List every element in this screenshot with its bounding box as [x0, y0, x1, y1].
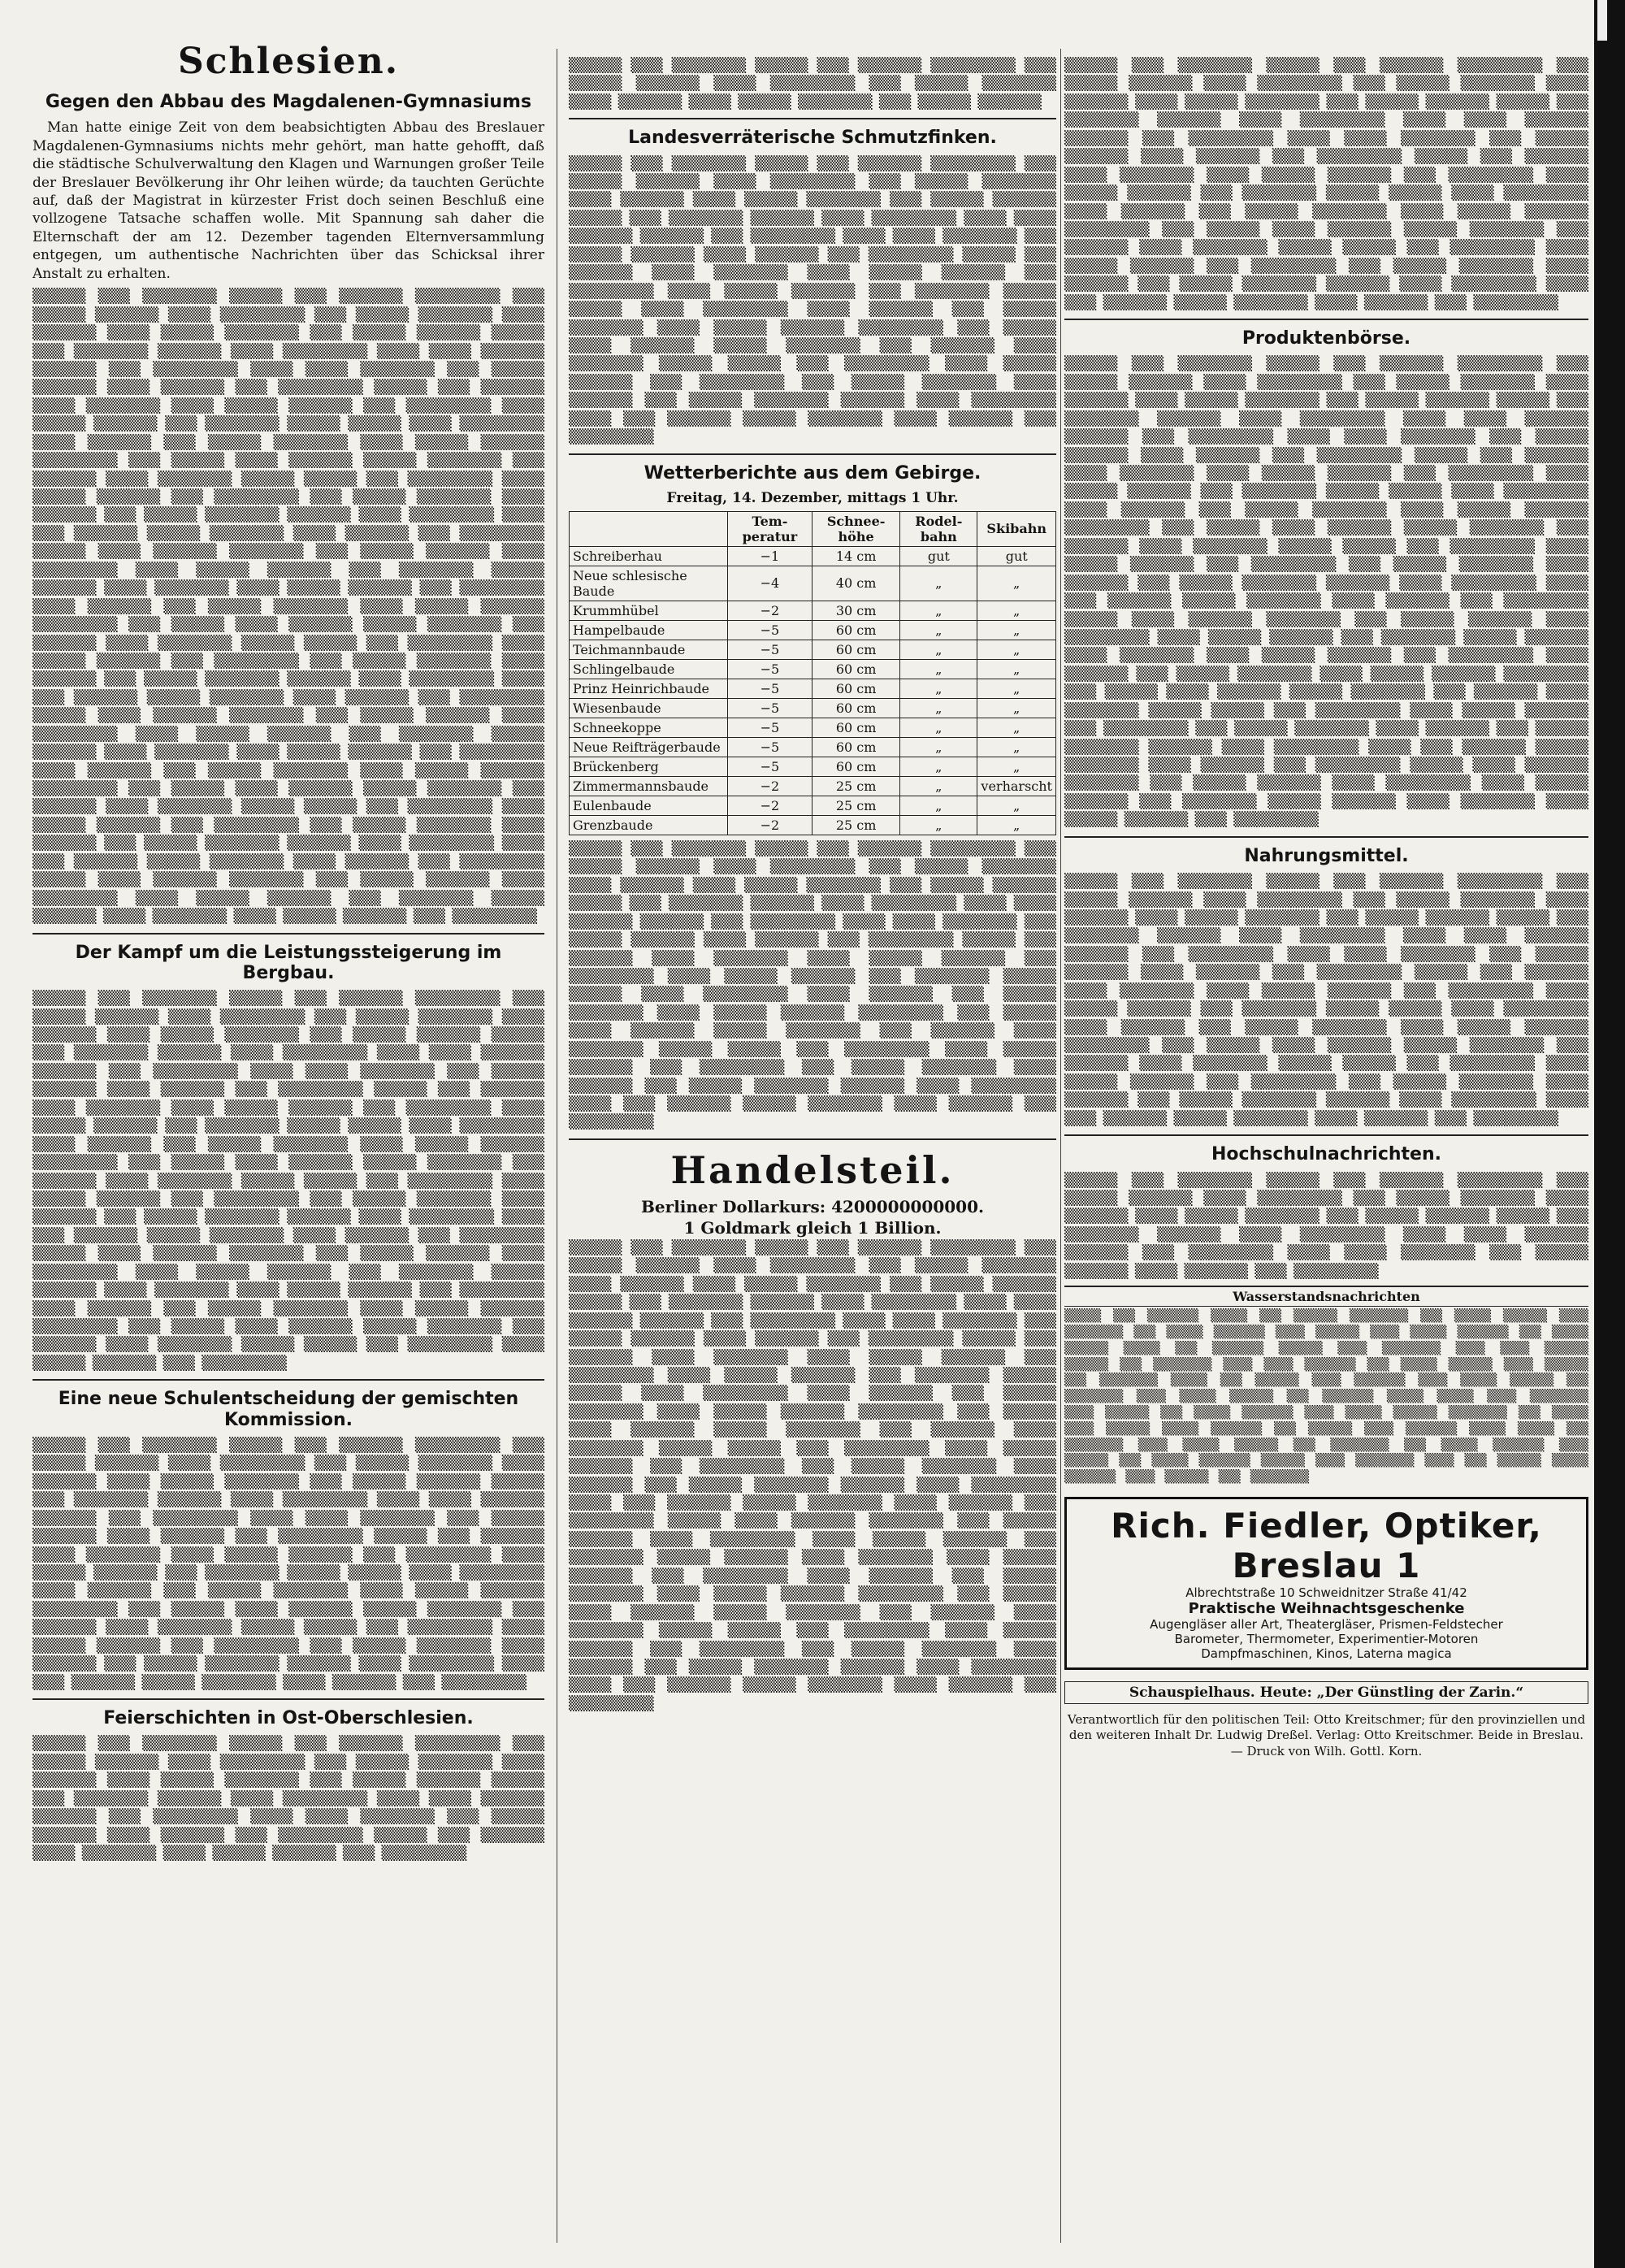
article-body-placeholder: ▒▒▒▒▒ ▒▒▒ ▒▒▒▒▒▒▒ ▒▒▒▒▒ ▒▒▒ ▒▒▒▒▒▒ ▒▒▒▒▒▒▒▒ ▒▒▒ ▒▒▒▒▒ ▒▒▒▒▒▒ ▒▒▒▒ ▒▒▒▒▒▒▒▒ ▒▒▒ ▒▒▒▒▒ ▒▒▒▒▒▒▒ ▒▒▒▒ ▒▒▒▒▒▒ ▒▒▒▒ ▒▒▒▒▒ ▒▒▒▒▒▒▒ ▒▒▒ ▒▒▒▒▒ ▒▒▒▒▒▒ ▒▒▒▒▒ ▒▒▒ ▒▒▒▒▒▒▒ ▒▒▒▒▒▒ ▒▒▒▒ ▒▒▒▒▒▒▒▒ ▒▒▒▒ ▒▒▒▒ ▒▒▒▒▒▒ ▒▒▒▒▒▒ ▒▒▒ ▒▒▒▒▒▒▒▒ ▒▒▒▒ ▒▒▒▒ ▒▒▒▒▒▒▒ ▒▒▒ ▒▒▒▒▒ ▒▒▒▒▒▒ ▒▒▒▒ ▒▒▒▒▒▒ ▒▒▒ ▒▒▒▒▒▒▒▒ ▒▒▒▒▒ ▒▒▒ ▒▒▒▒▒▒ ▒▒▒▒ ▒▒▒▒▒▒▒ ▒▒▒▒ ▒▒▒▒▒ ▒▒▒▒▒▒ ▒▒▒ ▒▒▒▒▒▒▒▒ ▒▒▒▒ ▒▒▒▒▒ ▒▒▒▒▒▒ ▒▒▒ ▒▒▒▒▒▒▒ ▒▒▒▒▒ ▒▒▒▒▒ ▒▒▒▒ ▒▒▒▒▒▒▒▒ ▒▒▒▒ ▒▒▒▒▒▒ ▒▒▒ ▒▒▒▒▒ ▒▒▒▒▒▒▒ ▒▒▒▒ ▒▒▒▒▒ ▒▒▒▒▒▒ ▒▒▒▒▒▒▒▒ ▒▒▒ ▒▒▒▒▒ ▒▒▒▒ ▒▒▒▒▒▒ ▒▒▒▒▒ ▒▒▒▒▒▒▒ ▒▒▒ ▒▒▒▒▒▒ ▒▒▒▒ ▒▒▒▒▒▒▒ ▒▒▒▒▒ ▒▒▒▒▒ ▒▒▒ ▒▒▒▒▒▒▒▒ ▒▒▒▒ ▒▒▒▒▒ ▒▒▒▒▒▒ ▒▒▒ ▒▒▒▒▒▒▒▒ ▒▒▒ ▒▒▒▒▒ ▒▒▒▒▒▒▒ ▒▒▒▒ ▒▒▒▒▒▒ ▒▒▒ ▒▒▒▒▒ ▒▒▒▒▒▒▒ ▒▒▒▒▒▒ ▒▒▒▒ ▒▒▒▒▒▒▒▒ ▒▒▒▒ ▒▒▒ ▒▒▒▒▒▒ ▒▒▒▒▒ ▒▒▒▒▒▒▒ ▒▒▒▒ ▒▒▒▒▒▒ ▒▒▒ ▒▒▒▒▒▒▒▒ [569, 840, 1056, 1131]
weather-cell: 25 cm [812, 815, 899, 835]
weather-cell: −5 [727, 757, 812, 776]
weather-cell: „ [900, 640, 977, 659]
weather-cell: gut [977, 546, 1056, 566]
weather-cell: „ [977, 640, 1056, 659]
divider [569, 118, 1056, 119]
divider [32, 933, 544, 935]
dollar-rate: Berliner Dollarkurs: 4200000000000. [641, 1196, 984, 1216]
weather-table [569, 511, 1056, 835]
water-levels-title: Wasserstandsnachrichten [1064, 1286, 1588, 1307]
weather-cell: gut [900, 546, 977, 566]
column-1 [32, 0, 544, 2268]
weather-cell: 60 cm [812, 737, 899, 757]
weather-cell: 60 cm [812, 757, 899, 776]
weather-cell: 60 cm [812, 659, 899, 679]
weather-cell: −5 [727, 620, 812, 640]
weather-cell: 14 cm [812, 546, 899, 566]
article-body-placeholder: ▒▒▒▒▒ ▒▒▒ ▒▒▒▒▒▒▒ ▒▒▒▒▒ ▒▒▒ ▒▒▒▒▒▒ ▒▒▒▒▒▒▒▒ ▒▒▒ ▒▒▒▒▒ ▒▒▒▒▒▒ ▒▒▒▒ ▒▒▒▒▒▒▒▒ ▒▒▒ ▒▒▒▒▒ ▒▒▒▒▒▒▒ ▒▒▒▒ ▒▒▒▒▒▒ ▒▒▒▒ ▒▒▒▒▒ ▒▒▒▒▒▒▒ ▒▒▒ ▒▒▒▒▒ ▒▒▒▒▒▒ ▒▒▒▒▒ ▒▒▒ ▒▒▒▒▒▒▒ ▒▒▒▒▒▒ ▒▒▒▒ ▒▒▒▒▒▒▒▒ ▒▒▒▒ ▒▒▒▒ ▒▒▒▒▒▒ ▒▒▒▒▒▒ ▒▒▒ ▒▒▒▒▒▒▒▒ ▒▒▒▒ ▒▒▒▒ ▒▒▒▒▒▒▒ ▒▒▒ ▒▒▒▒▒ ▒▒▒▒▒▒ ▒▒▒▒ ▒▒▒▒▒▒ ▒▒▒ ▒▒▒▒▒▒▒▒ ▒▒▒▒▒ ▒▒▒ ▒▒▒▒▒▒ ▒▒▒▒ ▒▒▒▒▒▒▒ ▒▒▒▒ ▒▒▒▒▒ ▒▒▒▒▒▒ ▒▒▒ ▒▒▒▒▒▒▒▒ ▒▒▒▒ ▒▒▒▒▒ ▒▒▒▒▒▒ ▒▒▒ ▒▒▒▒▒▒▒ ▒▒▒▒▒ ▒▒▒▒▒ ▒▒▒▒ ▒▒▒▒▒▒▒▒ ▒▒▒▒ ▒▒▒▒▒▒ ▒▒▒ ▒▒▒▒▒ ▒▒▒▒▒▒▒ ▒▒▒▒ ▒▒▒▒▒ ▒▒▒▒▒▒ ▒▒▒▒▒▒▒▒ ▒▒▒ ▒▒▒▒▒ ▒▒▒▒ ▒▒▒▒▒▒ ▒▒▒▒▒ ▒▒▒▒▒▒▒ ▒▒▒ ▒▒▒▒▒▒ ▒▒▒▒ ▒▒▒▒▒▒▒ ▒▒▒▒▒ ▒▒▒▒▒ ▒▒▒ ▒▒▒▒▒▒▒▒ ▒▒▒▒ ▒▒▒▒▒ ▒▒▒▒▒▒ ▒▒▒ ▒▒▒▒▒▒▒▒ ▒▒▒ ▒▒▒▒▒ ▒▒▒▒▒▒▒ ▒▒▒▒ ▒▒▒▒▒▒ ▒▒▒ ▒▒▒▒▒ ▒▒▒▒▒▒▒ ▒▒▒▒▒▒ ▒▒▒▒ ▒▒▒▒▒▒▒▒ ▒▒▒▒ ▒▒▒ ▒▒▒▒▒▒ ▒▒▒▒▒ ▒▒▒▒▒▒▒ ▒▒▒▒ ▒▒▒▒▒▒ ▒▒▒ ▒▒▒▒▒▒▒▒ [569, 155, 1056, 446]
weather-cell: 25 cm [812, 796, 899, 815]
divider [569, 453, 1056, 455]
market-table-placeholder: ▒▒▒▒▒ ▒▒▒ ▒▒▒▒▒▒▒ ▒▒▒▒▒ ▒▒▒ ▒▒▒▒▒▒ ▒▒▒▒▒▒▒▒ ▒▒▒ ▒▒▒▒▒ ▒▒▒▒▒▒ ▒▒▒▒ ▒▒▒▒▒▒▒▒ ▒▒▒ ▒▒▒▒▒ ▒▒▒▒▒▒▒ ▒▒▒▒ ▒▒▒▒▒▒ ▒▒▒▒ ▒▒▒▒▒ ▒▒▒▒▒▒▒ ▒▒▒ ▒▒▒▒▒ ▒▒▒▒▒▒ ▒▒▒▒▒ ▒▒▒ ▒▒▒▒▒▒▒ ▒▒▒▒▒▒ ▒▒▒▒ ▒▒▒▒▒▒▒▒ ▒▒▒▒ ▒▒▒▒ ▒▒▒▒▒▒ ▒▒▒▒▒▒ ▒▒▒ ▒▒▒▒▒▒▒▒ ▒▒▒▒ ▒▒▒▒ ▒▒▒▒▒▒▒ ▒▒▒ ▒▒▒▒▒ ▒▒▒▒▒▒ ▒▒▒▒ ▒▒▒▒▒▒ ▒▒▒ ▒▒▒▒▒▒▒▒ ▒▒▒▒▒ ▒▒▒ ▒▒▒▒▒▒ ▒▒▒▒ ▒▒▒▒▒▒▒ ▒▒▒▒ ▒▒▒▒▒ ▒▒▒▒▒▒ ▒▒▒ ▒▒▒▒▒▒▒▒ ▒▒▒▒ ▒▒▒▒▒ ▒▒▒▒▒▒ ▒▒▒ ▒▒▒▒▒▒▒ ▒▒▒▒▒ ▒▒▒▒▒ ▒▒▒▒ ▒▒▒▒▒▒▒▒ ▒▒▒▒ ▒▒▒▒▒▒ ▒▒▒ ▒▒▒▒▒ ▒▒▒▒▒▒▒ ▒▒▒▒ ▒▒▒▒▒ ▒▒▒▒▒▒ ▒▒▒▒▒▒▒▒ ▒▒▒ ▒▒▒▒▒ ▒▒▒▒ ▒▒▒▒▒▒ ▒▒▒▒▒ ▒▒▒▒▒▒▒ ▒▒▒ ▒▒▒▒▒▒ ▒▒▒▒ ▒▒▒▒▒▒▒ ▒▒▒▒▒ ▒▒▒▒▒ ▒▒▒ ▒▒▒▒▒▒▒▒ ▒▒▒▒ ▒▒▒▒▒ ▒▒▒▒▒▒ ▒▒▒ ▒▒▒▒▒▒▒▒ ▒▒▒ ▒▒▒▒▒ ▒▒▒▒▒▒▒ ▒▒▒▒ ▒▒▒▒▒▒ ▒▒▒ ▒▒▒▒▒ ▒▒▒▒▒▒▒ ▒▒▒▒▒▒ ▒▒▒▒ ▒▒▒▒▒▒▒▒ ▒▒▒▒ ▒▒▒ ▒▒▒▒▒▒ ▒▒▒▒▒ ▒▒▒▒▒▒▒ ▒▒▒▒ ▒▒▒▒▒▒ ▒▒▒ ▒▒▒▒▒▒▒▒ [1064, 874, 1588, 1127]
column-rule [1060, 49, 1061, 2243]
weather-cell: 60 cm [812, 718, 899, 737]
goldmark-rate: 1 Goldmark gleich 1 Billion. [683, 1217, 942, 1238]
scan-edge-mark [1597, 0, 1607, 41]
weather-cell: −5 [727, 718, 812, 737]
weather-row [570, 566, 1056, 601]
divider [32, 1698, 544, 1700]
weather-row [570, 796, 1056, 815]
weather-header-cell [570, 511, 728, 546]
ad-title: Rich. Fiedler, Optiker, Breslau 1 [1111, 1505, 1542, 1585]
column-2 [569, 0, 1056, 2268]
weather-cell: Brückenberg [570, 757, 728, 776]
ad-line-2: Barometer, Thermometer, Experimentier-Motoren [1174, 1631, 1479, 1646]
section-title-schlesien: Schlesien. [177, 41, 400, 82]
advertisement-fiedler [1064, 1497, 1588, 1670]
weather-cell: Grenzbaude [570, 815, 728, 835]
water-levels-table-placeholder: ▒▒▒▒▒ ▒▒▒ ▒▒▒▒▒▒▒ ▒▒▒▒▒ ▒▒▒ ▒▒▒▒▒▒ ▒▒▒▒▒▒▒▒ ▒▒▒ ▒▒▒▒▒ ▒▒▒▒▒▒ ▒▒▒▒ ▒▒▒▒▒▒▒▒ ▒▒▒ ▒▒▒▒▒ ▒▒▒▒▒▒▒ ▒▒▒▒ ▒▒▒▒▒▒ ▒▒▒▒ ▒▒▒▒▒ ▒▒▒▒▒▒▒ ▒▒▒ ▒▒▒▒▒ ▒▒▒▒▒▒ ▒▒▒▒▒ ▒▒▒ ▒▒▒▒▒▒▒ ▒▒▒▒▒▒ ▒▒▒▒ ▒▒▒▒▒▒▒▒ ▒▒▒▒ ▒▒▒▒ ▒▒▒▒▒▒ ▒▒▒▒▒▒ ▒▒▒ ▒▒▒▒▒▒▒▒ ▒▒▒▒ ▒▒▒▒ ▒▒▒▒▒▒▒ ▒▒▒ ▒▒▒▒▒ ▒▒▒▒▒▒ ▒▒▒▒ ▒▒▒▒▒▒ ▒▒▒ ▒▒▒▒▒▒▒▒ ▒▒▒▒▒ ▒▒▒ ▒▒▒▒▒▒ ▒▒▒▒ ▒▒▒▒▒▒▒ ▒▒▒▒ ▒▒▒▒▒ ▒▒▒▒▒▒ ▒▒▒ ▒▒▒▒▒▒▒▒ ▒▒▒▒ ▒▒▒▒▒ ▒▒▒▒▒▒ ▒▒▒ ▒▒▒▒▒▒▒ ▒▒▒▒▒ ▒▒▒▒▒ ▒▒▒▒ ▒▒▒▒▒▒▒▒ ▒▒▒▒ ▒▒▒▒▒▒ ▒▒▒ ▒▒▒▒▒ ▒▒▒▒▒▒▒ ▒▒▒▒ ▒▒▒▒▒ ▒▒▒▒▒▒ ▒▒▒▒▒▒▒▒ ▒▒▒ ▒▒▒▒▒ ▒▒▒▒ ▒▒▒▒▒▒ ▒▒▒▒▒ ▒▒▒▒▒▒▒ ▒▒▒ ▒▒▒▒▒▒ ▒▒▒▒ ▒▒▒▒▒▒▒ ▒▒▒▒▒ ▒▒▒▒▒ ▒▒▒ ▒▒▒▒▒▒▒▒ ▒▒▒▒ ▒▒▒▒▒ ▒▒▒▒▒▒ ▒▒▒ ▒▒▒▒▒▒▒▒ ▒▒▒ ▒▒▒▒▒ ▒▒▒▒▒▒▒ ▒▒▒▒ ▒▒▒▒▒▒ ▒▒▒ ▒▒▒▒▒ ▒▒▒▒▒▒▒ ▒▒▒▒▒▒ ▒▒▒▒ ▒▒▒▒▒▒▒▒ ▒▒▒▒ ▒▒▒ ▒▒▒▒▒▒ ▒▒▒▒▒ ▒▒▒▒▒▒▒ ▒▒▒▒ ▒▒▒▒▒▒ ▒▒▒ ▒▒▒▒▒▒▒▒ [1064, 1308, 1588, 1485]
headline-bergbau: Der Kampf um die Leistungssteigerung im Bergbau. [75, 942, 502, 983]
weather-cell: −5 [727, 679, 812, 698]
weather-cell: „ [977, 737, 1056, 757]
headline-landesverrat: Landesverräterische Schmutzfinken. [628, 128, 997, 149]
weather-row [570, 679, 1056, 698]
weather-cell: „ [900, 698, 977, 718]
weather-body [570, 546, 1056, 835]
headline-hochschulnachrichten: Hochschulnachrichten. [1211, 1144, 1441, 1165]
weather-cell: „ [977, 718, 1056, 737]
weather-header-cell: Tem-peratur [727, 511, 812, 546]
weather-cell: „ [900, 659, 977, 679]
headline-feierschichten: Feierschichten in Ost-Oberschlesien. [103, 1708, 474, 1729]
weather-cell: „ [977, 679, 1056, 698]
weather-cell: „ [900, 757, 977, 776]
weather-cell: −2 [727, 601, 812, 620]
weather-row [570, 737, 1056, 757]
weather-row [570, 757, 1056, 776]
weather-cell: „ [900, 679, 977, 698]
weather-cell: −5 [727, 640, 812, 659]
weather-cell: „ [900, 737, 977, 757]
headline-schulentscheidung: Eine neue Schulentscheidung der gemischten Kommission. [58, 1389, 519, 1430]
weather-cell: „ [900, 815, 977, 835]
weather-cell: Teichmannbaude [570, 640, 728, 659]
headline-produktenboerse: Produktenbörse. [1242, 328, 1411, 349]
weather-subtitle: Freitag, 14. Dezember, mittags 1 Uhr. [666, 489, 959, 506]
weather-cell: „ [977, 698, 1056, 718]
weather-row [570, 620, 1056, 640]
weather-row [570, 640, 1056, 659]
weather-cell: Prinz Heinrichbaude [570, 679, 728, 698]
weather-header-cell: Rodel-bahn [900, 511, 977, 546]
weather-cell: verharscht [977, 776, 1056, 796]
weather-cell: „ [900, 620, 977, 640]
article-body-placeholder: ▒▒▒▒▒ ▒▒▒ ▒▒▒▒▒▒▒ ▒▒▒▒▒ ▒▒▒ ▒▒▒▒▒▒ ▒▒▒▒▒▒▒▒ ▒▒▒ ▒▒▒▒▒ ▒▒▒▒▒▒ ▒▒▒▒ ▒▒▒▒▒▒▒▒ ▒▒▒ ▒▒▒▒▒ ▒▒▒▒▒▒▒ ▒▒▒▒ ▒▒▒▒▒▒ ▒▒▒▒ ▒▒▒▒▒ ▒▒▒▒▒▒▒ ▒▒▒ ▒▒▒▒▒ ▒▒▒▒▒▒ ▒▒▒▒▒ ▒▒▒ ▒▒▒▒▒▒▒ ▒▒▒▒▒▒ ▒▒▒▒ ▒▒▒▒▒▒▒▒ ▒▒▒▒ ▒▒▒▒ ▒▒▒▒▒▒ ▒▒▒▒▒▒ ▒▒▒ ▒▒▒▒▒▒▒▒ ▒▒▒▒ ▒▒▒▒ ▒▒▒▒▒▒▒ ▒▒▒ ▒▒▒▒▒ ▒▒▒▒▒▒ ▒▒▒▒ ▒▒▒▒▒▒ ▒▒▒ ▒▒▒▒▒▒▒▒ ▒▒▒▒▒ ▒▒▒ ▒▒▒▒▒▒ ▒▒▒▒ ▒▒▒▒▒▒▒ ▒▒▒▒ ▒▒▒▒▒ ▒▒▒▒▒▒ ▒▒▒ ▒▒▒▒▒▒▒▒ ▒▒▒▒ ▒▒▒▒▒ ▒▒▒▒▒▒ ▒▒▒ ▒▒▒▒▒▒▒ ▒▒▒▒▒ ▒▒▒▒▒ ▒▒▒▒ ▒▒▒▒▒▒▒▒ ▒▒▒▒ ▒▒▒▒▒▒ ▒▒▒ ▒▒▒▒▒ ▒▒▒▒▒▒▒ ▒▒▒▒ ▒▒▒▒▒ ▒▒▒▒▒▒ ▒▒▒▒▒▒▒▒ ▒▒▒ ▒▒▒▒▒ ▒▒▒▒ ▒▒▒▒▒▒ ▒▒▒▒▒ ▒▒▒▒▒▒▒ ▒▒▒ ▒▒▒▒▒▒ ▒▒▒▒ ▒▒▒▒▒▒▒ ▒▒▒▒▒ ▒▒▒▒▒ ▒▒▒ ▒▒▒▒▒▒▒▒ ▒▒▒▒ ▒▒▒▒▒ ▒▒▒▒▒▒ ▒▒▒ ▒▒▒▒▒▒▒▒ ▒▒▒ ▒▒▒▒▒ ▒▒▒▒▒▒▒ ▒▒▒▒ ▒▒▒▒▒▒ ▒▒▒ ▒▒▒▒▒ ▒▒▒▒▒▒▒ ▒▒▒▒▒▒ ▒▒▒▒ ▒▒▒▒▒▒▒▒ ▒▒▒▒ ▒▒▒ ▒▒▒▒▒▒ ▒▒▒▒▒ ▒▒▒▒▒▒▒ ▒▒▒▒ ▒▒▒▒▒▒ ▒▒▒ ▒▒▒▒▒▒▒▒ ▒▒▒▒▒ ▒▒▒▒ ▒▒▒▒▒▒ ▒▒▒▒▒▒▒ ▒▒▒ ▒▒▒▒▒ ▒▒▒▒▒▒ ▒▒▒▒ ▒▒▒▒▒▒▒▒ ▒▒▒▒ ▒▒▒▒▒ ▒▒▒▒▒▒ ▒▒▒ ▒▒▒▒▒▒▒ ▒▒▒▒▒ ▒▒▒▒▒▒ ▒▒▒▒ ▒▒▒▒▒▒▒ ▒▒▒▒ ▒▒▒▒▒ ▒▒▒▒▒▒ ▒▒▒ ▒▒▒▒▒▒▒▒ ▒▒▒▒ ▒▒▒▒▒▒ ▒▒▒ ▒▒▒▒▒ ▒▒▒▒▒▒▒ ▒▒▒▒ ▒▒▒▒▒ ▒▒▒▒▒▒ ▒▒▒▒▒▒▒▒ ▒▒▒ ▒▒▒▒▒ ▒▒▒▒ ▒▒▒▒▒▒ ▒▒▒▒▒ ▒▒▒▒▒▒▒ ▒▒▒ ▒▒▒▒▒▒ ▒▒▒▒ ▒▒▒▒▒▒▒ ▒▒▒▒▒ ▒▒▒▒▒ ▒▒▒ ▒▒▒▒▒▒▒▒ ▒▒▒▒ ▒▒▒▒▒ ▒▒▒▒▒▒ ▒▒▒ ▒▒▒▒▒▒▒▒ ▒▒▒ ▒▒▒▒▒ ▒▒▒▒▒▒▒ ▒▒▒▒ ▒▒▒▒▒▒ ▒▒▒ ▒▒▒▒▒ ▒▒▒▒▒▒▒ ▒▒▒▒▒▒ ▒▒▒▒ ▒▒▒▒▒▒▒▒ ▒▒▒▒ ▒▒▒ ▒▒▒▒▒▒ ▒▒▒▒▒ ▒▒▒▒▒▒▒ ▒▒▒▒ ▒▒▒▒▒▒ ▒▒▒ ▒▒▒▒▒▒▒▒ [569, 1239, 1056, 1712]
weather-cell: „ [900, 566, 977, 601]
headline-nahrungsmittel: Nahrungsmittel. [1244, 845, 1409, 866]
weather-cell: Schreiberhau [570, 546, 728, 566]
weather-row [570, 698, 1056, 718]
article-body-placeholder: ▒▒▒▒▒ ▒▒▒ ▒▒▒▒▒▒▒ ▒▒▒▒▒ ▒▒▒ ▒▒▒▒▒▒ ▒▒▒▒▒▒▒▒ ▒▒▒ ▒▒▒▒▒ ▒▒▒▒▒▒ ▒▒▒▒ ▒▒▒▒▒▒▒▒ ▒▒▒ ▒▒▒▒▒ ▒▒▒▒▒▒▒ ▒▒▒▒ ▒▒▒▒▒▒ ▒▒▒▒ ▒▒▒▒▒ ▒▒▒▒▒▒▒ ▒▒▒ ▒▒▒▒▒ ▒▒▒▒▒▒ ▒▒▒▒▒ ▒▒▒ ▒▒▒▒▒▒▒ ▒▒▒▒▒▒ ▒▒▒▒ ▒▒▒▒▒▒▒▒ ▒▒▒▒ ▒▒▒▒ ▒▒▒▒▒▒ ▒▒▒▒▒▒ ▒▒▒ ▒▒▒▒▒▒▒▒ ▒▒▒▒ ▒▒▒▒ ▒▒▒▒▒▒▒ ▒▒▒ ▒▒▒▒▒ ▒▒▒▒▒▒ ▒▒▒▒ ▒▒▒▒▒▒ ▒▒▒ ▒▒▒▒▒▒▒▒ ▒▒▒▒▒ ▒▒▒ ▒▒▒▒▒▒ ▒▒▒▒ ▒▒▒▒▒▒▒ ▒▒▒▒ ▒▒▒▒▒ ▒▒▒▒▒▒ ▒▒▒ ▒▒▒▒▒▒▒▒ ▒▒▒▒ ▒▒▒▒▒ ▒▒▒▒▒▒ ▒▒▒ ▒▒▒▒▒▒▒ ▒▒▒▒▒ ▒▒▒▒▒ ▒▒▒▒ ▒▒▒▒▒▒▒▒ ▒▒▒▒ ▒▒▒▒▒▒ ▒▒▒ ▒▒▒▒▒ ▒▒▒▒▒▒▒ ▒▒▒▒ ▒▒▒▒▒ ▒▒▒▒▒▒ ▒▒▒▒▒▒▒▒ ▒▒▒ ▒▒▒▒▒ ▒▒▒▒ ▒▒▒▒▒▒ ▒▒▒▒▒ ▒▒▒▒▒▒▒ ▒▒▒ ▒▒▒▒▒▒ ▒▒▒▒ ▒▒▒▒▒▒▒ ▒▒▒▒▒ ▒▒▒▒▒ ▒▒▒ ▒▒▒▒▒▒▒▒ ▒▒▒▒ ▒▒▒▒▒ ▒▒▒▒▒▒ ▒▒▒ ▒▒▒▒▒▒▒▒ ▒▒▒ ▒▒▒▒▒ ▒▒▒▒▒▒▒ ▒▒▒▒ ▒▒▒▒▒▒ ▒▒▒ ▒▒▒▒▒ ▒▒▒▒▒▒▒ ▒▒▒▒▒▒ ▒▒▒▒ ▒▒▒▒▒▒▒▒ ▒▒▒▒ ▒▒▒ ▒▒▒▒▒▒ ▒▒▒▒▒ ▒▒▒▒▒▒▒ ▒▒▒▒ ▒▒▒▒▒▒ ▒▒▒ ▒▒▒▒▒▒▒▒ [1064, 58, 1588, 311]
article-body-placeholder: ▒▒▒▒▒ ▒▒▒ ▒▒▒▒▒▒▒ ▒▒▒▒▒ ▒▒▒ ▒▒▒▒▒▒ ▒▒▒▒▒▒▒▒ ▒▒▒ ▒▒▒▒▒ ▒▒▒▒▒▒ ▒▒▒▒ ▒▒▒▒▒▒▒▒ ▒▒▒ ▒▒▒▒▒ ▒▒▒▒▒▒▒ ▒▒▒▒ ▒▒▒▒▒▒ ▒▒▒▒ ▒▒▒▒▒ ▒▒▒▒▒▒▒ ▒▒▒ ▒▒▒▒▒ ▒▒▒▒▒▒ ▒▒▒▒▒ ▒▒▒ ▒▒▒▒▒▒▒ ▒▒▒▒▒▒ ▒▒▒▒ ▒▒▒▒▒▒▒▒ ▒▒▒▒ ▒▒▒▒ ▒▒▒▒▒▒ ▒▒▒▒▒▒ ▒▒▒ ▒▒▒▒▒▒▒▒ ▒▒▒▒ ▒▒▒▒ ▒▒▒▒▒▒▒ ▒▒▒ ▒▒▒▒▒ ▒▒▒▒▒▒ ▒▒▒▒ ▒▒▒▒▒▒ ▒▒▒ ▒▒▒▒▒▒▒▒ ▒▒▒▒▒ ▒▒▒ ▒▒▒▒▒▒ ▒▒▒▒ ▒▒▒▒▒▒▒ ▒▒▒▒ ▒▒▒▒▒ ▒▒▒▒▒▒ ▒▒▒ ▒▒▒▒▒▒▒▒ ▒▒▒▒ ▒▒▒▒▒ ▒▒▒▒▒▒ ▒▒▒ ▒▒▒▒▒▒▒ ▒▒▒▒▒ ▒▒▒▒▒ ▒▒▒▒ ▒▒▒▒▒▒▒▒ ▒▒▒▒ ▒▒▒▒▒▒ ▒▒▒ ▒▒▒▒▒ ▒▒▒▒▒▒▒ ▒▒▒▒ ▒▒▒▒▒ ▒▒▒▒▒▒ ▒▒▒▒▒▒▒▒ ▒▒▒ ▒▒▒▒▒ ▒▒▒▒ ▒▒▒▒▒▒ ▒▒▒▒▒ ▒▒▒▒▒▒▒ ▒▒▒ ▒▒▒▒▒▒ ▒▒▒▒ ▒▒▒▒▒▒▒ ▒▒▒▒▒ ▒▒▒▒▒ ▒▒▒ ▒▒▒▒▒▒▒▒ ▒▒▒▒ ▒▒▒▒▒ ▒▒▒▒▒▒ ▒▒▒ ▒▒▒▒▒▒▒▒ ▒▒▒ ▒▒▒▒▒ ▒▒▒▒▒▒▒ ▒▒▒▒ ▒▒▒▒▒▒ ▒▒▒ ▒▒▒▒▒ ▒▒▒▒▒▒▒ ▒▒▒▒▒▒ ▒▒▒▒ ▒▒▒▒▒▒▒▒ ▒▒▒▒ ▒▒▒ ▒▒▒▒▒▒ ▒▒▒▒▒ ▒▒▒▒▒▒▒ ▒▒▒▒ ▒▒▒▒▒▒ ▒▒▒ ▒▒▒▒▒▒▒▒ [32, 1437, 544, 1691]
weather-cell: −5 [727, 698, 812, 718]
weather-cell: „ [900, 796, 977, 815]
weather-row [570, 815, 1056, 835]
article-body-placeholder: ▒▒▒▒▒ ▒▒▒ ▒▒▒▒▒▒▒ ▒▒▒▒▒ ▒▒▒ ▒▒▒▒▒▒ ▒▒▒▒▒▒▒▒ ▒▒▒ ▒▒▒▒▒ ▒▒▒▒▒▒ ▒▒▒▒ ▒▒▒▒▒▒▒▒ ▒▒▒ ▒▒▒▒▒ ▒▒▒▒▒▒▒ ▒▒▒▒ ▒▒▒▒▒▒ ▒▒▒▒ ▒▒▒▒▒ ▒▒▒▒▒▒▒ ▒▒▒ ▒▒▒▒▒ ▒▒▒▒▒▒ ▒▒▒▒▒ ▒▒▒ ▒▒▒▒▒▒▒ ▒▒▒▒▒▒ ▒▒▒▒ ▒▒▒▒▒▒▒▒ ▒▒▒▒ ▒▒▒▒ ▒▒▒▒▒▒ ▒▒▒▒▒▒ ▒▒▒ ▒▒▒▒▒▒▒▒ ▒▒▒▒ ▒▒▒▒ ▒▒▒▒▒▒▒ ▒▒▒ ▒▒▒▒▒ ▒▒▒▒▒▒ ▒▒▒▒ ▒▒▒▒▒▒ ▒▒▒ ▒▒▒▒▒▒▒▒ ▒▒▒▒▒ ▒▒▒ ▒▒▒▒▒▒ ▒▒▒▒ ▒▒▒▒▒▒▒ ▒▒▒▒ ▒▒▒▒▒ ▒▒▒▒▒▒ ▒▒▒ ▒▒▒▒▒▒▒▒ ▒▒▒▒ ▒▒▒▒▒ ▒▒▒▒▒▒ ▒▒▒ ▒▒▒▒▒▒▒ ▒▒▒▒▒ ▒▒▒▒▒ ▒▒▒▒ ▒▒▒▒▒▒▒▒ ▒▒▒▒ ▒▒▒▒▒▒ ▒▒▒ ▒▒▒▒▒ ▒▒▒▒▒▒▒ ▒▒▒▒ ▒▒▒▒▒ ▒▒▒▒▒▒ ▒▒▒▒▒▒▒▒ ▒▒▒ ▒▒▒▒▒ ▒▒▒▒ ▒▒▒▒▒▒ ▒▒▒▒▒ ▒▒▒▒▒▒▒ ▒▒▒ ▒▒▒▒▒▒ ▒▒▒▒ ▒▒▒▒▒▒▒ ▒▒▒▒▒ ▒▒▒▒▒ ▒▒▒ ▒▒▒▒▒▒▒▒ ▒▒▒▒ ▒▒▒▒▒ ▒▒▒▒▒▒ ▒▒▒ ▒▒▒▒▒▒▒▒ ▒▒▒ ▒▒▒▒▒ ▒▒▒▒▒▒▒ ▒▒▒▒ ▒▒▒▒▒▒ ▒▒▒ ▒▒▒▒▒ ▒▒▒▒▒▒▒ ▒▒▒▒▒▒ ▒▒▒▒ ▒▒▒▒▒▒▒▒ ▒▒▒▒ ▒▒▒ ▒▒▒▒▒▒ ▒▒▒▒▒ ▒▒▒▒▒▒▒ ▒▒▒▒ ▒▒▒▒▒▒ ▒▒▒ ▒▒▒▒▒▒▒▒ ▒▒▒▒▒ ▒▒▒▒ ▒▒▒▒▒▒ ▒▒▒▒▒▒▒ ▒▒▒ ▒▒▒▒▒ ▒▒▒▒▒▒ ▒▒▒▒ ▒▒▒▒▒▒▒▒ ▒▒▒▒ ▒▒▒▒▒ ▒▒▒▒▒▒ ▒▒▒ ▒▒▒▒▒▒▒ ▒▒▒▒▒ ▒▒▒▒▒▒ ▒▒▒▒ ▒▒▒▒▒▒▒ ▒▒▒▒ ▒▒▒▒▒ ▒▒▒▒▒▒ ▒▒▒ ▒▒▒▒▒▒▒▒ ▒▒▒▒ ▒▒▒▒▒▒ ▒▒▒ ▒▒▒▒▒ ▒▒▒▒▒▒▒ ▒▒▒▒ ▒▒▒▒▒ ▒▒▒▒▒▒ ▒▒▒▒▒▒▒▒ ▒▒▒ ▒▒▒▒▒ ▒▒▒▒ ▒▒▒▒▒▒ ▒▒▒▒▒ ▒▒▒▒▒▒▒ ▒▒▒ ▒▒▒▒▒▒ ▒▒▒▒ ▒▒▒▒▒▒▒ ▒▒▒▒▒ ▒▒▒▒▒ ▒▒▒ ▒▒▒▒▒▒▒▒ ▒▒▒▒ ▒▒▒▒▒ ▒▒▒▒▒▒ ▒▒▒ ▒▒▒▒▒▒▒▒ [32, 991, 544, 1372]
weather-cell: −5 [727, 659, 812, 679]
article-body-placeholder: ▒▒▒▒▒ ▒▒▒ ▒▒▒▒▒▒▒ ▒▒▒▒▒ ▒▒▒ ▒▒▒▒▒▒ ▒▒▒▒▒▒▒▒ ▒▒▒ ▒▒▒▒▒ ▒▒▒▒▒▒ ▒▒▒▒ ▒▒▒▒▒▒▒▒ ▒▒▒ ▒▒▒▒▒ ▒▒▒▒▒▒▒ ▒▒▒▒ ▒▒▒▒▒▒ ▒▒▒▒ ▒▒▒▒▒ ▒▒▒▒▒▒▒ ▒▒▒ ▒▒▒▒▒ ▒▒▒▒▒▒ ▒▒▒▒▒ ▒▒▒ ▒▒▒▒▒▒▒ ▒▒▒▒▒▒ ▒▒▒▒ ▒▒▒▒▒▒▒▒ ▒▒▒▒ ▒▒▒▒ ▒▒▒▒▒▒ ▒▒▒▒▒▒ ▒▒▒ ▒▒▒▒▒▒▒▒ ▒▒▒▒ ▒▒▒▒ ▒▒▒▒▒▒▒ ▒▒▒ ▒▒▒▒▒ ▒▒▒▒▒▒ ▒▒▒▒ ▒▒▒▒▒▒ ▒▒▒ ▒▒▒▒▒▒▒▒ ▒▒▒▒▒ ▒▒▒ ▒▒▒▒▒▒ ▒▒▒▒ ▒▒▒▒▒▒▒ ▒▒▒▒ ▒▒▒▒▒ ▒▒▒▒▒▒ ▒▒▒ ▒▒▒▒▒▒▒▒ [32, 1736, 544, 1862]
weather-header-cell: Schnee-höhe [812, 511, 899, 546]
market-table-placeholder: ▒▒▒▒▒ ▒▒▒ ▒▒▒▒▒▒▒ ▒▒▒▒▒ ▒▒▒ ▒▒▒▒▒▒ ▒▒▒▒▒▒▒▒ ▒▒▒ ▒▒▒▒▒ ▒▒▒▒▒▒ ▒▒▒▒ ▒▒▒▒▒▒▒▒ ▒▒▒ ▒▒▒▒▒ ▒▒▒▒▒▒▒ ▒▒▒▒ ▒▒▒▒▒▒ ▒▒▒▒ ▒▒▒▒▒ ▒▒▒▒▒▒▒ ▒▒▒ ▒▒▒▒▒ ▒▒▒▒▒▒ ▒▒▒▒▒ ▒▒▒ ▒▒▒▒▒▒▒ ▒▒▒▒▒▒ ▒▒▒▒ ▒▒▒▒▒▒▒▒ ▒▒▒▒ ▒▒▒▒ ▒▒▒▒▒▒ ▒▒▒▒▒▒ ▒▒▒ ▒▒▒▒▒▒▒▒ ▒▒▒▒ ▒▒▒▒ ▒▒▒▒▒▒▒ ▒▒▒ ▒▒▒▒▒ ▒▒▒▒▒▒ ▒▒▒▒ ▒▒▒▒▒▒ ▒▒▒ ▒▒▒▒▒▒▒▒ ▒▒▒▒▒ ▒▒▒ ▒▒▒▒▒▒ ▒▒▒▒ ▒▒▒▒▒▒▒ ▒▒▒▒ ▒▒▒▒▒ ▒▒▒▒▒▒ ▒▒▒ ▒▒▒▒▒▒▒▒ ▒▒▒▒ ▒▒▒▒▒ ▒▒▒▒▒▒ ▒▒▒ ▒▒▒▒▒▒▒ ▒▒▒▒▒ ▒▒▒▒▒ ▒▒▒▒ ▒▒▒▒▒▒▒▒ ▒▒▒▒ ▒▒▒▒▒▒ ▒▒▒ ▒▒▒▒▒ ▒▒▒▒▒▒▒ ▒▒▒▒ ▒▒▒▒▒ ▒▒▒▒▒▒ ▒▒▒▒▒▒▒▒ ▒▒▒ ▒▒▒▒▒ ▒▒▒▒ ▒▒▒▒▒▒ ▒▒▒▒▒ ▒▒▒▒▒▒▒ ▒▒▒ ▒▒▒▒▒▒ ▒▒▒▒ ▒▒▒▒▒▒▒ ▒▒▒▒▒ ▒▒▒▒▒ ▒▒▒ ▒▒▒▒▒▒▒▒ ▒▒▒▒ ▒▒▒▒▒ ▒▒▒▒▒▒ ▒▒▒ ▒▒▒▒▒▒▒▒ ▒▒▒ ▒▒▒▒▒ ▒▒▒▒▒▒▒ ▒▒▒▒ ▒▒▒▒▒▒ ▒▒▒ ▒▒▒▒▒ ▒▒▒▒▒▒▒ ▒▒▒▒▒▒ ▒▒▒▒ ▒▒▒▒▒▒▒▒ ▒▒▒▒ ▒▒▒ ▒▒▒▒▒▒ ▒▒▒▒▒ ▒▒▒▒▒▒▒ ▒▒▒▒ ▒▒▒▒▒▒ ▒▒▒ ▒▒▒▒▒▒▒▒ ▒▒▒▒▒ ▒▒▒▒ ▒▒▒▒▒▒ ▒▒▒▒▒▒▒ ▒▒▒ ▒▒▒▒▒ ▒▒▒▒▒▒ ▒▒▒▒ ▒▒▒▒▒▒▒▒ ▒▒▒▒ ▒▒▒▒▒ ▒▒▒▒▒▒ ▒▒▒ ▒▒▒▒▒▒▒ ▒▒▒▒▒ ▒▒▒▒▒▒ ▒▒▒▒ ▒▒▒▒▒▒▒ ▒▒▒▒ ▒▒▒▒▒ ▒▒▒▒▒▒ ▒▒▒ ▒▒▒▒▒▒▒▒ ▒▒▒▒ ▒▒▒▒▒▒ ▒▒▒ ▒▒▒▒▒ ▒▒▒▒▒▒▒ ▒▒▒▒ ▒▒▒▒▒ ▒▒▒▒▒▒ ▒▒▒▒▒▒▒▒ ▒▒▒ ▒▒▒▒▒ ▒▒▒▒ ▒▒▒▒▒▒ ▒▒▒▒▒ ▒▒▒▒▒▒▒ ▒▒▒ ▒▒▒▒▒▒ ▒▒▒▒ ▒▒▒▒▒▒▒ ▒▒▒▒▒ ▒▒▒▒▒ ▒▒▒ ▒▒▒▒▒▒▒▒ ▒▒▒▒ ▒▒▒▒▒ ▒▒▒▒▒▒ ▒▒▒ ▒▒▒▒▒▒▒▒ ▒▒▒ ▒▒▒▒▒ ▒▒▒▒▒▒▒ ▒▒▒▒ ▒▒▒▒▒▒ ▒▒▒ ▒▒▒▒▒ ▒▒▒▒▒▒▒ ▒▒▒▒▒▒ ▒▒▒▒ ▒▒▒▒▒▒▒▒ ▒▒▒▒ ▒▒▒ ▒▒▒▒▒▒ ▒▒▒▒▒ ▒▒▒▒▒▒▒ ▒▒▒▒ ▒▒▒▒▒▒ ▒▒▒ ▒▒▒▒▒▒▒▒ ▒▒▒▒▒ ▒▒▒▒ ▒▒▒▒▒▒ ▒▒▒▒▒▒▒ ▒▒▒ ▒▒▒▒▒ ▒▒▒▒▒▒ ▒▒▒▒ ▒▒▒▒▒▒▒▒ ▒▒▒▒ ▒▒▒▒▒ ▒▒▒▒▒▒ ▒▒▒ ▒▒▒▒▒▒▒ ▒▒▒▒▒ ▒▒▒▒▒▒ ▒▒▒▒ ▒▒▒▒▒▒▒ ▒▒▒▒ ▒▒▒▒▒ ▒▒▒▒▒▒ ▒▒▒ ▒▒▒▒▒▒▒▒ [1064, 356, 1588, 829]
weather-cell: 60 cm [812, 698, 899, 718]
weather-row [570, 546, 1056, 566]
weather-row [570, 776, 1056, 796]
weather-cell: „ [977, 796, 1056, 815]
weather-cell: Neue schlesische Baude [570, 566, 728, 601]
weather-cell: −2 [727, 776, 812, 796]
weather-cell: 60 cm [812, 620, 899, 640]
divider [1064, 836, 1588, 838]
weather-cell: „ [977, 566, 1056, 601]
weather-cell: Schlingelbaude [570, 659, 728, 679]
weather-header-row [570, 511, 1056, 546]
ad-line-3: Dampfmaschinen, Kinos, Laterna magica [1201, 1646, 1452, 1661]
headline-magdalenen: Gegen den Abbau des Magdalenen-Gymnasiums [45, 92, 532, 112]
weather-cell: 30 cm [812, 601, 899, 620]
weather-cell: 40 cm [812, 566, 899, 601]
weather-cell: „ [977, 757, 1056, 776]
weather-cell: Eulenbaude [570, 796, 728, 815]
weather-row [570, 659, 1056, 679]
divider [1064, 1134, 1588, 1136]
divider [569, 1138, 1056, 1140]
weather-cell: −2 [727, 815, 812, 835]
weather-cell: 60 cm [812, 679, 899, 698]
weather-cell: 60 cm [812, 640, 899, 659]
weather-cell: „ [977, 601, 1056, 620]
weather-cell: Wiesenbaude [570, 698, 728, 718]
article-paragraph: Man hatte einige Zeit von dem beabsichtigten Abbau des Breslauer Magdalenen-Gymnasiums nichts mehr gehört, man hatte gehofft, daß die städtische Schulverwaltung den Klagen und Warnungen großer Teile der Breslauer Bevölkerung ihr Ohr leihen würde; da tauchten Gerüchte auf, daß der Magistrat in kürzester Frist doch seinen Beschluß eine vollzogene Tatsache schaffen wolle. Mit Spannung sah daher die Elternschaft der am 12. Dezember tagenden Elternversammlung entgegen, um authentische Nachrichten über das Schicksal ihrer Anstalt zu erhalten. [32, 119, 544, 282]
ad-tagline: Praktische Weihnachtsgeschenke [1188, 1599, 1465, 1617]
weather-cell: Schneekoppe [570, 718, 728, 737]
article-body-placeholder: ▒▒▒▒▒ ▒▒▒ ▒▒▒▒▒▒▒ ▒▒▒▒▒ ▒▒▒ ▒▒▒▒▒▒ ▒▒▒▒▒▒▒▒ ▒▒▒ ▒▒▒▒▒ ▒▒▒▒▒▒ ▒▒▒▒ ▒▒▒▒▒▒▒▒ ▒▒▒ ▒▒▒▒▒ ▒▒▒▒▒▒▒ ▒▒▒▒ ▒▒▒▒▒▒ ▒▒▒▒ ▒▒▒▒▒ ▒▒▒▒▒▒▒ ▒▒▒ ▒▒▒▒▒ ▒▒▒▒▒▒ ▒▒▒▒▒ ▒▒▒ ▒▒▒▒▒▒▒ ▒▒▒▒▒▒ ▒▒▒▒ ▒▒▒▒▒▒▒▒ ▒▒▒▒ ▒▒▒▒ ▒▒▒▒▒▒ ▒▒▒▒▒▒ ▒▒▒ ▒▒▒▒▒▒▒▒ ▒▒▒▒ ▒▒▒▒ ▒▒▒▒▒▒▒ ▒▒▒ ▒▒▒▒▒ ▒▒▒▒▒▒ ▒▒▒▒ ▒▒▒▒▒▒ ▒▒▒ ▒▒▒▒▒▒▒▒ [1064, 1172, 1588, 1280]
weather-header-cell: Skibahn [977, 511, 1056, 546]
weather-row [570, 718, 1056, 737]
ad-line-1: Augengläser aller Art, Theatergläser, Prismen-Feldstecher [1150, 1616, 1503, 1632]
weather-cell: „ [977, 815, 1056, 835]
weather-cell: −4 [727, 566, 812, 601]
weather-title: Wetterberichte aus dem Gebirge. [644, 462, 982, 484]
weather-cell: 25 cm [812, 776, 899, 796]
article-body-placeholder: ▒▒▒▒▒ ▒▒▒ ▒▒▒▒▒▒▒ ▒▒▒▒▒ ▒▒▒ ▒▒▒▒▒▒ ▒▒▒▒▒▒▒▒ ▒▒▒ ▒▒▒▒▒ ▒▒▒▒▒▒ ▒▒▒▒ ▒▒▒▒▒▒▒▒ ▒▒▒ ▒▒▒▒▒ ▒▒▒▒▒▒▒ ▒▒▒▒ ▒▒▒▒▒▒ ▒▒▒▒ ▒▒▒▒▒ ▒▒▒▒▒▒▒ ▒▒▒ ▒▒▒▒▒ ▒▒▒▒▒▒ [569, 58, 1056, 111]
divider [32, 1379, 544, 1381]
weather-row [570, 601, 1056, 620]
weather-cell: −5 [727, 737, 812, 757]
divider [1064, 319, 1588, 320]
article-body-placeholder: ▒▒▒▒▒ ▒▒▒ ▒▒▒▒▒▒▒ ▒▒▒▒▒ ▒▒▒ ▒▒▒▒▒▒ ▒▒▒▒▒▒▒▒ ▒▒▒ ▒▒▒▒▒ ▒▒▒▒▒▒ ▒▒▒▒ ▒▒▒▒▒▒▒▒ ▒▒▒ ▒▒▒▒▒ ▒▒▒▒▒▒▒ ▒▒▒▒ ▒▒▒▒▒▒ ▒▒▒▒ ▒▒▒▒▒ ▒▒▒▒▒▒▒ ▒▒▒ ▒▒▒▒▒ ▒▒▒▒▒▒ ▒▒▒▒▒ ▒▒▒ ▒▒▒▒▒▒▒ ▒▒▒▒▒▒ ▒▒▒▒ ▒▒▒▒▒▒▒▒ ▒▒▒▒ ▒▒▒▒ ▒▒▒▒▒▒ ▒▒▒▒▒▒ ▒▒▒ ▒▒▒▒▒▒▒▒ ▒▒▒▒ ▒▒▒▒ ▒▒▒▒▒▒▒ ▒▒▒ ▒▒▒▒▒ ▒▒▒▒▒▒ ▒▒▒▒ ▒▒▒▒▒▒ ▒▒▒ ▒▒▒▒▒▒▒▒ ▒▒▒▒▒ ▒▒▒ ▒▒▒▒▒▒ ▒▒▒▒ ▒▒▒▒▒▒▒ ▒▒▒▒ ▒▒▒▒▒ ▒▒▒▒▒▒ ▒▒▒ ▒▒▒▒▒▒▒▒ ▒▒▒▒ ▒▒▒▒▒ ▒▒▒▒▒▒ ▒▒▒ ▒▒▒▒▒▒▒ ▒▒▒▒▒ ▒▒▒▒▒ ▒▒▒▒ ▒▒▒▒▒▒▒▒ ▒▒▒▒ ▒▒▒▒▒▒ ▒▒▒ ▒▒▒▒▒ ▒▒▒▒▒▒▒ ▒▒▒▒ ▒▒▒▒▒ ▒▒▒▒▒▒ ▒▒▒▒▒▒▒▒ ▒▒▒ ▒▒▒▒▒ ▒▒▒▒ ▒▒▒▒▒▒ ▒▒▒▒▒ ▒▒▒▒▒▒▒ ▒▒▒ ▒▒▒▒▒▒ ▒▒▒▒ ▒▒▒▒▒▒▒ ▒▒▒▒▒ ▒▒▒▒▒ ▒▒▒ ▒▒▒▒▒▒▒▒ ▒▒▒▒ ▒▒▒▒▒ ▒▒▒▒▒▒ ▒▒▒ ▒▒▒▒▒▒▒▒ ▒▒▒ ▒▒▒▒▒ ▒▒▒▒▒▒▒ ▒▒▒▒ ▒▒▒▒▒▒ ▒▒▒ ▒▒▒▒▒ ▒▒▒▒▒▒▒ ▒▒▒▒▒▒ ▒▒▒▒ ▒▒▒▒▒▒▒▒ ▒▒▒▒ ▒▒▒ ▒▒▒▒▒▒ ▒▒▒▒▒ ▒▒▒▒▒▒▒ ▒▒▒▒ ▒▒▒▒▒▒ ▒▒▒ ▒▒▒▒▒▒▒▒ ▒▒▒▒▒ ▒▒▒▒ ▒▒▒▒▒▒ ▒▒▒▒▒▒▒ ▒▒▒ ▒▒▒▒▒ ▒▒▒▒▒▒ ▒▒▒▒ ▒▒▒▒▒▒▒▒ ▒▒▒▒ ▒▒▒▒▒ ▒▒▒▒▒▒ ▒▒▒ ▒▒▒▒▒▒▒ ▒▒▒▒▒ ▒▒▒▒▒▒ ▒▒▒▒ ▒▒▒▒▒▒▒ ▒▒▒▒ ▒▒▒▒▒ ▒▒▒▒▒▒ ▒▒▒ ▒▒▒▒▒▒▒▒ ▒▒▒▒ ▒▒▒▒▒▒ ▒▒▒ ▒▒▒▒▒ ▒▒▒▒▒▒▒ ▒▒▒▒ ▒▒▒▒▒ ▒▒▒▒▒▒ ▒▒▒▒▒▒▒▒ ▒▒▒ ▒▒▒▒▒ ▒▒▒▒ ▒▒▒▒▒▒ ▒▒▒▒▒ ▒▒▒▒▒▒▒ ▒▒▒ ▒▒▒▒▒▒ ▒▒▒▒ ▒▒▒▒▒▒▒ ▒▒▒▒▒ ▒▒▒▒▒ ▒▒▒ ▒▒▒▒▒▒▒▒ ▒▒▒▒ ▒▒▒▒▒ ▒▒▒▒▒▒ ▒▒▒ ▒▒▒▒▒▒▒▒ ▒▒▒ ▒▒▒▒▒ ▒▒▒▒▒▒▒ ▒▒▒▒ ▒▒▒▒▒▒ ▒▒▒ ▒▒▒▒▒ ▒▒▒▒▒▒▒ ▒▒▒▒▒▒ ▒▒▒▒ ▒▒▒▒▒▒▒▒ ▒▒▒▒ ▒▒▒ ▒▒▒▒▒▒ ▒▒▒▒▒ ▒▒▒▒▒▒▒ ▒▒▒▒ ▒▒▒▒▒▒ ▒▒▒ ▒▒▒▒▒▒▒▒ ▒▒▒▒▒ ▒▒▒▒ ▒▒▒▒▒▒ ▒▒▒▒▒▒▒ ▒▒▒ ▒▒▒▒▒ ▒▒▒▒▒▒ ▒▒▒▒ ▒▒▒▒▒▒▒▒ ▒▒▒▒ ▒▒▒▒▒ ▒▒▒▒▒▒ ▒▒▒ ▒▒▒▒▒▒▒ ▒▒▒▒▒ ▒▒▒▒▒▒ ▒▒▒▒ ▒▒▒▒▒▒▒ ▒▒▒▒ ▒▒▒▒▒ ▒▒▒▒▒▒ ▒▒▒ ▒▒▒▒▒▒▒▒ ▒▒▒▒ ▒▒▒▒▒▒ ▒▒▒ ▒▒▒▒▒ ▒▒▒▒▒▒▒ ▒▒▒▒ ▒▒▒▒▒ ▒▒▒▒▒▒ ▒▒▒▒▒▒▒▒ ▒▒▒ ▒▒▒▒▒ ▒▒▒▒ ▒▒▒▒▒▒ ▒▒▒▒▒ ▒▒▒▒▒▒▒ ▒▒▒ ▒▒▒▒▒▒ ▒▒▒▒ ▒▒▒▒▒▒▒ ▒▒▒▒▒ ▒▒▒▒▒ ▒▒▒ ▒▒▒▒▒▒▒▒ ▒▒▒▒ ▒▒▒▒▒ ▒▒▒▒▒▒ ▒▒▒ ▒▒▒▒▒▒▒▒ ▒▒▒ ▒▒▒▒▒ ▒▒▒▒▒▒▒ ▒▒▒▒ ▒▒▒▒▒▒ ▒▒▒ ▒▒▒▒▒ ▒▒▒▒▒▒▒ ▒▒▒▒▒▒ ▒▒▒▒ ▒▒▒▒▒▒▒▒ ▒▒▒▒ ▒▒▒ ▒▒▒▒▒▒ ▒▒▒▒▒ ▒▒▒▒▒▒▒ ▒▒▒▒ ▒▒▒▒▒▒ ▒▒▒ ▒▒▒▒▒▒▒▒ ▒▒▒▒▒ ▒▒▒▒ ▒▒▒▒▒▒ ▒▒▒▒▒▒▒ ▒▒▒ ▒▒▒▒▒ ▒▒▒▒▒▒ ▒▒▒▒ ▒▒▒▒▒▒▒▒ ▒▒▒▒ ▒▒▒▒▒ ▒▒▒▒▒▒ ▒▒▒ ▒▒▒▒▒▒▒ ▒▒▒▒▒ ▒▒▒▒▒▒ ▒▒▒▒ ▒▒▒▒▒▒▒ ▒▒▒▒ ▒▒▒▒▒ ▒▒▒▒▒▒ ▒▒▒ ▒▒▒▒▒▒▒▒ [32, 288, 544, 926]
weather-cell: Neue Reifträgerbaude [570, 737, 728, 757]
weather-cell: Hampelbaude [570, 620, 728, 640]
weather-cell: −1 [727, 546, 812, 566]
imprint-footer: Verantwortlich für den politischen Teil: Otto Kreitschmer; für den provinziellen und den weiteren Inhalt Dr. Ludwig Dreßel. Verlag: Otto Kreitschmer. Beide in Breslau. — Druck von Wilh. Gottl. Korn. [1067, 1711, 1586, 1758]
weather-cell: „ [900, 776, 977, 796]
weather-cell: „ [977, 620, 1056, 640]
ad-address: Albrechtstraße 10 Schweidnitzer Straße 41/42 [1185, 1585, 1467, 1600]
column-3 [1064, 0, 1588, 2268]
weather-cell: „ [900, 601, 977, 620]
weather-cell: „ [900, 718, 977, 737]
weather-cell: Krummhübel [570, 601, 728, 620]
section-title-handelsteil: Handelsteil. [670, 1147, 955, 1192]
weather-cell: Zimmermannsbaude [570, 776, 728, 796]
theater-notice: Schauspielhaus. Heute: „Der Günstling der Zarin.“ [1064, 1681, 1588, 1704]
scan-edge [1594, 0, 1625, 2268]
weather-cell: −2 [727, 796, 812, 815]
weather-cell: „ [977, 659, 1056, 679]
